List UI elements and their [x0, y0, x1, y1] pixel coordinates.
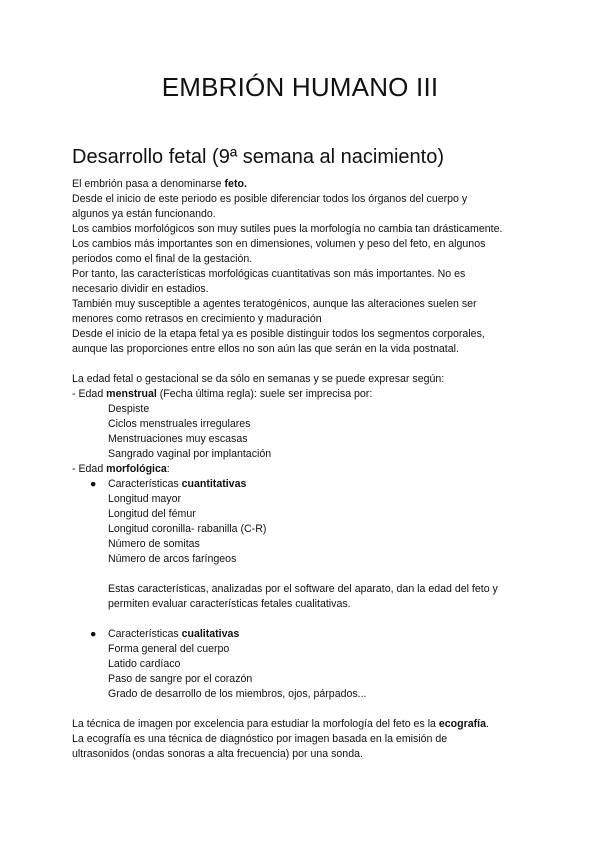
- bullet-item-cualitativas: [72, 627, 532, 642]
- paragraph-line: necesario dividir en estadios.: [72, 283, 209, 295]
- text-span: El embrión pasa a denominarse: [72, 178, 225, 190]
- paragraph-line: Desde el inicio de la etapa fetal ya es posible distinguir todos los segmentos corporales,: [72, 328, 485, 340]
- paragraph-line: También muy susceptible a agentes teratogénicos, aunque las alteraciones suelen ser: [72, 298, 477, 310]
- paragraph-line: algunos ya están funcionando.: [72, 208, 216, 220]
- bullet-icon: ●: [90, 628, 97, 640]
- paragraph-line: Desde el inicio de este periodo es posible diferenciar todos los órganos del cuerpo y: [72, 193, 468, 205]
- list-item: Paso de sangre por el corazón: [108, 673, 253, 685]
- text-span: .: [486, 718, 489, 730]
- text-span: - Edad: [72, 388, 107, 400]
- text-span: (Fecha última regla): suele ser imprecisa por:: [156, 388, 373, 400]
- list-item: Ciclos menstruales irregulares: [108, 418, 251, 430]
- paragraph-line: ultrasonidos (ondas sonoras a alta frecuencia) por una sonda.: [72, 748, 363, 760]
- paragraph-line: Por tanto, las características morfológicas cuantitativas son más importantes. No es: [72, 268, 466, 280]
- text-span: - Edad: [72, 463, 107, 475]
- list-item: Grado de desarrollo de los miembros, ojos, párpados...: [108, 688, 367, 700]
- paragraph-line: [72, 177, 532, 192]
- bold-term: cuantitativas: [181, 478, 247, 490]
- text-span: La técnica de imagen por excelencia para estudiar la morfología del feto es la: [72, 718, 439, 730]
- list-heading-menstrual: [72, 387, 532, 402]
- list-item: Despiste: [108, 403, 150, 415]
- bold-term: feto.: [224, 178, 247, 190]
- spacer: [72, 612, 532, 627]
- list-item: Longitud coronilla- rabanilla (C-R): [108, 523, 267, 535]
- paragraph-line: [72, 717, 532, 732]
- bold-term: ecografía: [438, 718, 486, 730]
- spacer: [72, 702, 532, 717]
- bold-term: menstrual: [106, 388, 157, 400]
- bold-term: morfológica: [106, 463, 167, 475]
- note-line: permiten evaluar características fetales cualitativas.: [108, 598, 351, 610]
- page-title: EMBRIÓN HUMANO III: [161, 72, 439, 102]
- list-item: Forma general del cuerpo: [108, 643, 230, 655]
- text-span: Características: [108, 478, 182, 490]
- document-body: [72, 177, 532, 762]
- list-item: Número de arcos faríngeos: [108, 553, 237, 565]
- list-item: Latido cardíaco: [108, 658, 181, 670]
- paragraph-line: menores como retrasos en crecimiento y maduración: [72, 313, 322, 325]
- list-item: Longitud mayor: [108, 493, 182, 505]
- bold-term: cualitativas: [181, 628, 240, 640]
- spacer: [72, 567, 532, 582]
- paragraph-line: Los cambios morfológicos son muy sutiles pues la morfología no cambia tan drásticamente.: [72, 223, 503, 235]
- bullet-item-cuantitativas: [72, 477, 532, 492]
- paragraph-line: Los cambios más importantes son en dimensiones, volumen y peso del feto, en algunos: [72, 238, 486, 250]
- list-item: Longitud del fémur: [108, 508, 196, 520]
- list-heading-morfologica: [72, 462, 532, 477]
- list-item: Sangrado vaginal por implantación: [108, 448, 272, 460]
- section-heading: Desarrollo fetal (9ª semana al nacimiento): [72, 146, 445, 168]
- list-item: Menstruaciones muy escasas: [108, 433, 248, 445]
- paragraph-line: aunque las proporciones entre ellos no son aún las que serán en la vida postnatal.: [72, 343, 459, 355]
- paragraph-line: La edad fetal o gestacional se da sólo en semanas y se puede expresar según:: [72, 373, 445, 385]
- paragraph-line: periodos como el final de la gestación.: [72, 253, 253, 265]
- spacer: [72, 357, 532, 372]
- text-span: :: [166, 463, 170, 475]
- list-item: Número de somitas: [108, 538, 200, 550]
- note-line: Estas características, analizadas por el software del aparato, dan la edad del feto y: [108, 583, 498, 595]
- paragraph-line: La ecografía es una técnica de diagnóstico por imagen basada en la emisión de: [72, 733, 448, 745]
- bullet-icon: ●: [90, 478, 97, 490]
- text-span: Características: [108, 628, 182, 640]
